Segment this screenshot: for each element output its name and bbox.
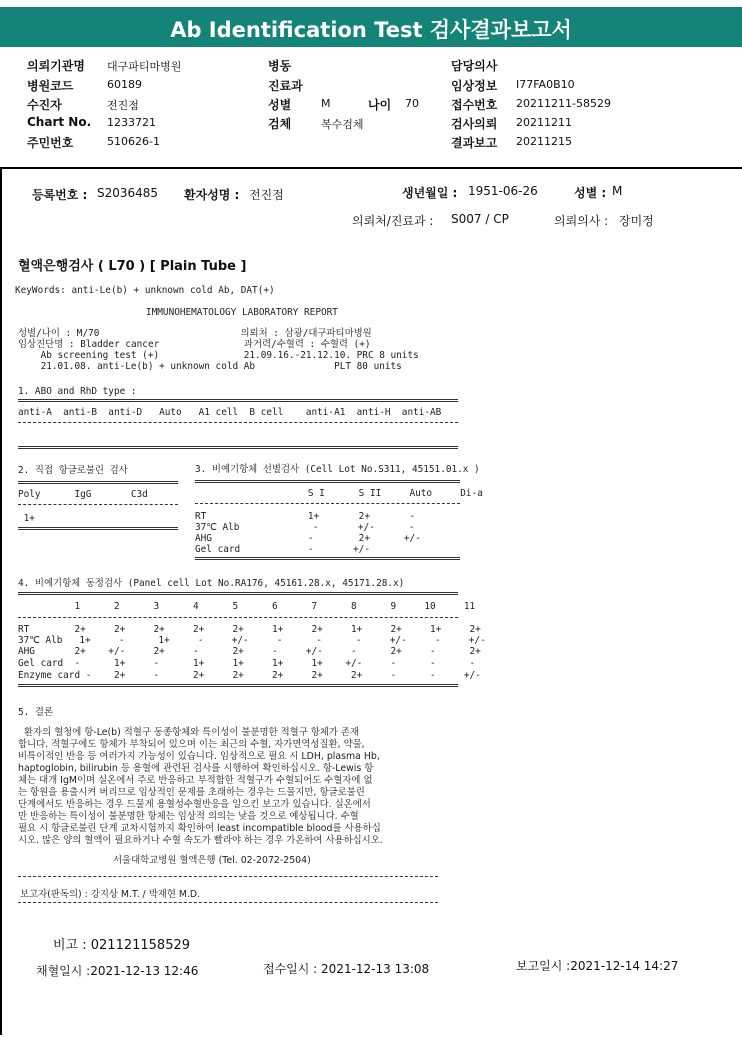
- section-divider: [0, 167, 742, 169]
- reg-doc: 장미정: [619, 214, 654, 228]
- keywords: KeyWords: anti-Le(b) + unknown cold Ab, DAT(+): [15, 285, 275, 296]
- reg-dept: S007 / CP: [451, 212, 509, 226]
- screen-row: 37℃ Alb - +/- -: [195, 522, 415, 533]
- abo-rule-3: [18, 446, 458, 449]
- blood-bank-contact: 서울대학교병원 혈액은행 (Tel. 02-2072-2504): [113, 855, 311, 866]
- panel-row: Enzyme card - 2+ - 2+ 2+ 2+ 2+ 2+ - - +/-: [18, 670, 481, 681]
- reporter: 보고자(판독의) : 강지상 M.T. / 박재현 M.D.: [20, 889, 201, 900]
- reg-dob: 1951-06-26: [468, 184, 538, 198]
- panel-rule: [18, 592, 458, 595]
- label-chart: Chart No.: [27, 115, 92, 129]
- screen-rule: [195, 480, 460, 483]
- value-request: 20211211: [516, 116, 572, 129]
- panel-header: 1 2 3 4 5 6 7 8 9 10 11: [18, 601, 476, 612]
- panel-row: AHG 2+ +/- 2+ - 2+ - +/- - 2+ - 2+: [18, 646, 481, 657]
- panel-row: Gel card - 1+ - 1+ 1+ 1+ 1+ +/- - - -: [18, 658, 476, 669]
- abo-title: 1. ABO and RhD type :: [18, 386, 137, 397]
- value-receipt: 20211211-58529: [516, 97, 611, 110]
- dat-rule: [18, 481, 178, 484]
- screen-row: Gel card - +/-: [195, 544, 370, 555]
- value-hospital: 대구파티마병원: [107, 60, 182, 73]
- screen-row: RT 1+ 2+ -: [195, 511, 416, 522]
- screen-title: 3. 비예기항체 선별검사 (Cell Lot No.S311, 45151.01.x ): [195, 464, 480, 475]
- screen-rule-2: [195, 503, 460, 504]
- patient-line-2: 임상진단명 : Bladder cancer 과거력/수혈력 : 수혈력 (+): [18, 339, 371, 350]
- dat-rule-2: [18, 504, 178, 505]
- panel-row: RT 2+ 2+ 2+ 2+ 2+ 1+ 2+ 1+ 2+ 1+ 2+: [18, 624, 481, 635]
- abo-rule: [18, 399, 458, 402]
- abo-rule-2: [18, 422, 458, 423]
- report-time: 보고일시 :2021-12-14 14:27: [516, 959, 679, 973]
- conclusion-line: 체는 대개 IgM이며 실온에서 주로 반응하고 부적합한 적혈구가 수혈되어도 수혈자에 없: [18, 775, 373, 786]
- test-title: 혈액은행검사 ( L70 ) [ Plain Tube ]: [18, 259, 247, 274]
- label-report: 결과보고: [451, 136, 498, 150]
- panel-rule-2: [18, 617, 458, 618]
- receive-time: 접수일시 : 2021-12-13 13:08: [263, 962, 430, 976]
- reg-sex-label: 성별 :: [574, 186, 607, 200]
- label-age: 나이: [368, 98, 392, 112]
- label-request: 검사의뢰: [451, 117, 498, 131]
- label-receipt: 접수번호: [451, 98, 498, 112]
- conclusion-line: 필요 시 항글로불린 단계 교차시험까지 확인하여 least incompatible blood를 사용하십: [18, 823, 381, 834]
- label-doctor: 담당의사: [451, 59, 498, 73]
- conclusion-line: 시오. 많은 양의 혈액이 필요하거나 수혈 속도가 빨라야 하는 경우 가온하여 사용하십시오.: [18, 835, 383, 846]
- label-ward: 병동: [268, 59, 292, 73]
- dat-value: 1+: [18, 513, 35, 524]
- dat-header: Poly IgG C3d: [18, 489, 148, 500]
- reg-name: 전진점: [249, 188, 284, 202]
- label-clinical: 임상정보: [451, 79, 498, 93]
- label-sex: 성별: [268, 98, 292, 112]
- screen-header: S I S II Auto Di-a: [195, 488, 483, 499]
- screen-rule-3: [195, 557, 460, 560]
- label-hospital: 의뢰기관명: [27, 59, 85, 73]
- reg-dept-label: 의뢰처/진료과 :: [352, 214, 434, 228]
- note: 비고 : 021121158529: [53, 938, 191, 953]
- lab-report-title: IMMUNOHEMATOLOGY LABORATORY REPORT: [146, 307, 338, 318]
- conclusion-line: haptoglobin, bilirubin 등 용혈에 관련된 검사를 시행하여 확인하십시오. 항-Lewis 항: [18, 763, 374, 774]
- page-border: [0, 167, 2, 1035]
- reporter-rule-2: [18, 902, 438, 903]
- report-title: Ab Identification Test 검사결과보고서: [170, 18, 572, 42]
- panel-rule-3: [18, 684, 458, 687]
- reporter-rule: [18, 876, 438, 877]
- abo-header: anti-A anti-B anti-D Auto A1 cell B cell anti-A1 anti-H anti-AB: [18, 407, 442, 418]
- label-patient: 수진자: [27, 98, 62, 112]
- conclusion-line: 는 항원을 용출시켜 버리므로 임상적인 문제를 초래하는 경우는 드물지만, 항글로불린: [18, 787, 365, 798]
- value-sex: M: [321, 97, 331, 110]
- reg-sex: M: [612, 184, 623, 198]
- value-report: 20211215: [516, 135, 572, 148]
- reg-doc-label: 의뢰의사 :: [554, 214, 609, 228]
- label-rrn: 주민번호: [27, 136, 74, 150]
- collect-time: 채혈일시 :2021-12-13 12:46: [36, 964, 199, 978]
- label-dept: 진료과: [268, 79, 303, 93]
- reg-dob-label: 생년월일 :: [402, 186, 458, 200]
- value-clinical: I77FA0B10: [516, 78, 575, 91]
- value-specimen: 복수검체: [321, 118, 364, 131]
- conclusion-line: 비특이적인 반응 등 여러가지 가능성이 있습니다. 임상적으로 필요 시 LDH, plasma Hb,: [18, 751, 380, 762]
- conclusion-title: 5. 결론: [18, 707, 54, 718]
- panel-title: 4. 비예기항체 동정검사 (Panel cell Lot No.RA176, 45161.28.x, 45171.28.x): [18, 578, 405, 589]
- dat-title: 2. 직접 항글로불린 검사: [18, 465, 128, 476]
- conclusion-line: 환자의 혈청에 항-Le(b) 적혈구 동종항체와 특이성이 불분명한 적혈구 항체가 존재: [18, 727, 360, 738]
- conclusion-line: 만 반응하는 특이성이 불분명한 항체는 임상적 의의는 낮을 것으로 예상됩니다. 수혈: [18, 811, 359, 822]
- label-specimen: 검체: [268, 117, 292, 131]
- screen-row: AHG - 2+ +/-: [195, 533, 421, 544]
- reg-no: S2036485: [97, 186, 159, 200]
- conclusion-line: 합니다. 적혈구에도 항체가 부착되어 있으며 이는 최근의 수혈, 자가면역성질환, 약물,: [18, 739, 365, 750]
- value-rrn: 510626-1: [107, 135, 160, 148]
- value-hosp-code: 60189: [107, 78, 142, 91]
- value-age: 70: [405, 97, 419, 110]
- reg-name-label: 환자성명 :: [184, 188, 240, 202]
- patient-line-3: Ab screening test (+) 21.09.16.-21.12.10. PRC 8 units: [18, 350, 419, 361]
- reg-no-label: 등록번호 :: [32, 188, 88, 202]
- value-patient: 전진점: [107, 99, 139, 112]
- conclusion-line: 단계에서도 반응하는 경우 드물게 용혈성수혈반응을 일으킨 보고가 있습니다. 실온에서: [18, 799, 371, 810]
- patient-line-4: 21.01.08. anti-Le(b) + unknown cold Ab PLT 80 units: [18, 361, 402, 372]
- patient-line-1: 성별/나이 : M/70 의뢰처 : 삼광/대구파티마병원: [18, 328, 372, 339]
- label-hosp-code: 병원코드: [27, 79, 74, 93]
- value-chart: 1233721: [107, 116, 156, 129]
- panel-row: 37℃ Alb 1+ - 1+ - +/- - - - +/- - +/-: [18, 635, 486, 646]
- dat-rule-3: [18, 527, 178, 530]
